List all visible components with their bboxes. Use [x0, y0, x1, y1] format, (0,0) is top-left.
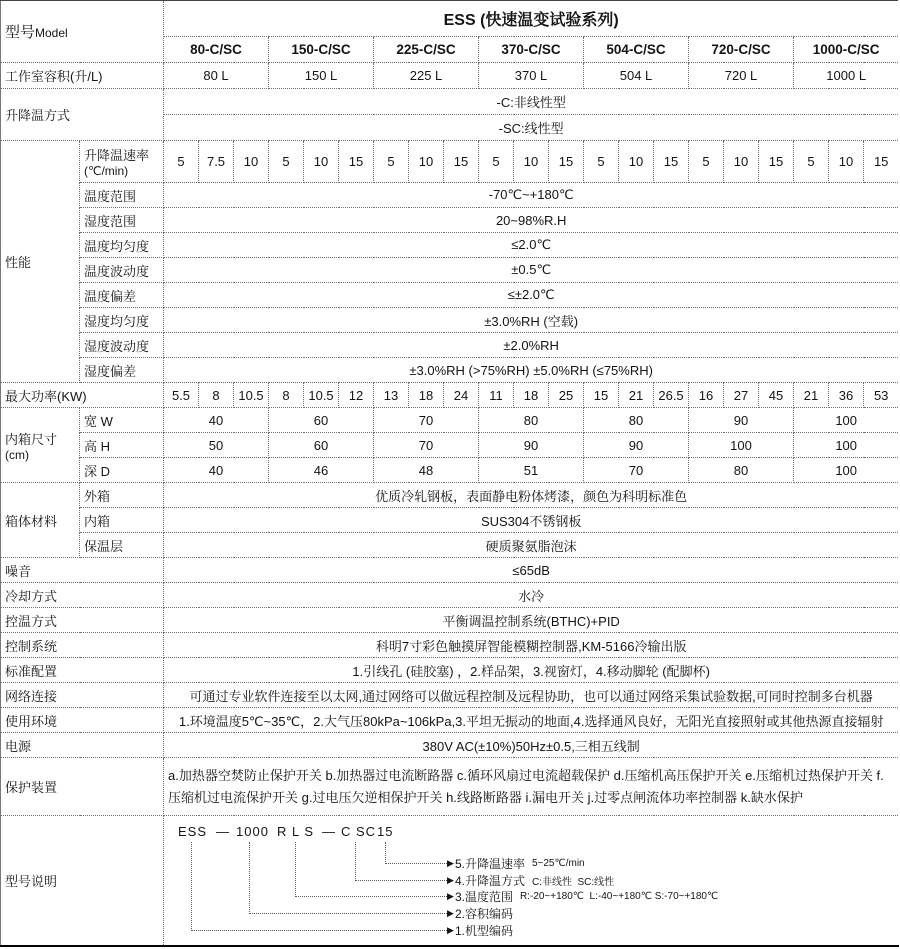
size-value: 46: [269, 458, 374, 483]
code-part: R L S: [277, 824, 315, 839]
power-value: 26.5: [654, 383, 689, 408]
size-value: 40: [164, 458, 269, 483]
perf-row-label: 湿度波动度: [80, 333, 164, 358]
power-value: 11: [479, 383, 514, 408]
legend-item-detail: 5~25℃/min: [531, 857, 585, 869]
volume-value: 720 L: [689, 63, 794, 89]
rate-value: 7.5: [199, 141, 234, 183]
model-legend-label: 型号说明: [1, 816, 164, 946]
legend-item-title: 4.升降温方式: [454, 873, 525, 888]
power-value: 8: [199, 383, 234, 408]
volume-value: 370 L: [479, 63, 584, 89]
rate-value: 10: [724, 141, 759, 183]
table-row: [1, 533, 899, 558]
environment-label: 使用环境: [1, 708, 164, 733]
volume-value: 80 L: [164, 63, 269, 89]
model-name: 150-C/SC: [269, 37, 374, 63]
model-name: 225-C/SC: [374, 37, 479, 63]
volume-value: 225 L: [374, 63, 479, 89]
size-value: 100: [794, 458, 899, 483]
rate-value: 5: [374, 141, 409, 183]
model-name: 504-C/SC: [584, 37, 689, 63]
protection-label: 保护装置: [1, 758, 164, 816]
table-row: [1, 63, 899, 89]
model-name: 1000-C/SC: [794, 37, 899, 63]
size-value: 70: [374, 433, 479, 458]
rate-value: 10: [619, 141, 654, 183]
table-row: [1, 283, 899, 308]
rate-value: 5: [164, 141, 199, 183]
perf-row-label: 湿度偏差: [80, 358, 164, 383]
power-value: 12: [339, 383, 374, 408]
protection-value: a.加热器空焚防止保护开关 b.加热器过电流断路器 c.循环风扇过电流超载保护 d.压缩机高压保护开关 e.压缩机过热保护开关 f.压缩机过电流保护开关 g.过电压欠逆相保护开关 h.线路断路器 i.漏电开关 j.过零点闸流体功率控制器 k.缺水保护: [164, 758, 899, 816]
rate-label-unit: (℃/min): [84, 164, 129, 178]
legend-item: [447, 905, 520, 921]
performance-group-label: 性能: [1, 141, 80, 383]
cooling-label: 冷却方式: [1, 583, 164, 608]
size-value: 60: [269, 433, 374, 458]
power-value: 5.5: [164, 383, 199, 408]
legend-item-detail: C:非线性 SC:线性: [531, 876, 615, 888]
control-system-label: 控制系统: [1, 633, 164, 658]
series-title: ESS (快速温变试验系列): [164, 1, 899, 37]
legend-item: [447, 922, 520, 938]
power-value: 21: [794, 383, 829, 408]
power-value: 8: [269, 383, 304, 408]
power-value: 36: [829, 383, 864, 408]
perf-row-value: ±0.5℃: [164, 258, 899, 283]
power-value: 18: [514, 383, 549, 408]
code-part: 15: [377, 824, 394, 839]
size-value: 48: [374, 458, 479, 483]
code-part: C SC: [341, 824, 377, 839]
rate-value: 5: [794, 141, 829, 183]
size-value: 90: [479, 433, 584, 458]
max-power-label: 最大功率(KW): [1, 383, 164, 408]
legend-item: [447, 855, 585, 871]
ramp-mode-linear: -SC:线性型: [164, 115, 899, 141]
rate-value: 15: [339, 141, 374, 183]
model-name: 370-C/SC: [479, 37, 584, 63]
volume-label: 工作室容积(升/L): [1, 63, 164, 89]
size-row-label: 深 D: [80, 458, 164, 483]
volume-value: 504 L: [584, 63, 689, 89]
size-value: 100: [794, 408, 899, 433]
perf-row-value: 20~98%R.H: [164, 208, 899, 233]
power-value: 53: [864, 383, 899, 408]
power-value: 18: [409, 383, 444, 408]
inner-size-group-label: [1, 408, 80, 483]
rate-value: 5: [269, 141, 304, 183]
noise-value: ≤65dB: [164, 558, 899, 583]
rate-value: 10: [304, 141, 339, 183]
perf-row-label: 温度波动度: [80, 258, 164, 283]
rate-value: 10: [829, 141, 864, 183]
size-value: 80: [689, 458, 794, 483]
rate-value: 15: [864, 141, 899, 183]
power-value: 27: [724, 383, 759, 408]
arrow-right-icon: ▶: [447, 907, 454, 918]
power-value: 13: [374, 383, 409, 408]
perf-row-value: ≤±2.0℃: [164, 283, 899, 308]
code-part: —: [216, 824, 231, 839]
cabinet-row-value: SUS304不锈钢板: [164, 508, 899, 533]
perf-row-label: 温度均匀度: [80, 233, 164, 258]
network-value: 可通过专业软件连接至以太网,通过网络可以做远程控制及远程协助，也可以通过网络采集试验数据,可同时控制多台机器: [164, 683, 899, 708]
legend-item-title: 3.温度范围: [454, 889, 513, 904]
size-value: 100: [689, 433, 794, 458]
legend-connector: [191, 842, 451, 931]
cooling-value: 水冷: [164, 583, 899, 608]
rate-value: 10: [409, 141, 444, 183]
legend-item-detail: R:-20~+180℃ L:-40~+180℃ S:-70~+180℃: [519, 890, 719, 902]
power-value: 10.5: [234, 383, 269, 408]
power-value: 21: [619, 383, 654, 408]
table-row: [1, 583, 899, 608]
model-header-label: [1, 1, 164, 63]
size-value: 51: [479, 458, 584, 483]
power-value: 24: [444, 383, 479, 408]
table-row: [1, 183, 899, 208]
table-row: [1, 758, 899, 816]
table-row: [1, 558, 899, 583]
cabinet-group-label: 箱体材料: [1, 483, 80, 558]
table-row: [1, 141, 899, 183]
table-row: [1, 383, 899, 408]
model-label-en: Model: [35, 26, 68, 40]
legend-item-title: 2.容积编码: [454, 906, 513, 921]
power-supply-value: 380V AC(±10%)50Hz±0.5,三相五线制: [164, 733, 899, 758]
legend-item-title: 1.机型编码: [454, 923, 513, 938]
table-row: [1, 89, 899, 115]
table-row: [1, 408, 899, 433]
size-value: 70: [584, 458, 689, 483]
table-row: [1, 816, 899, 946]
network-label: 网络连接: [1, 683, 164, 708]
size-value: 80: [479, 408, 584, 433]
table-row: [1, 308, 899, 333]
table-row: [1, 733, 899, 758]
power-value: 16: [689, 383, 724, 408]
table-row: [1, 458, 899, 483]
noise-label: 噪音: [1, 558, 164, 583]
inner-size-label-text: 内箱尺寸: [5, 431, 58, 447]
table-row: [1, 508, 899, 533]
cabinet-row-value: 优质冷轧钢板，表面静电粉体烤漆，颜色为科明标准色: [164, 483, 899, 508]
table-row: [1, 708, 899, 733]
inner-size-label-unit: (cm): [5, 447, 29, 462]
power-value: 15: [584, 383, 619, 408]
environment-value: 1.环境温度5℃~35℃，2.大气压80kPa~106kPa,3.平坦无振动的地面,4.选择通风良好，无阳光直接照射或其他热源直接辐射: [164, 708, 899, 733]
size-value: 70: [374, 408, 479, 433]
perf-row-label: 湿度均匀度: [80, 308, 164, 333]
perf-row-value: ±3.0%RH (空载): [164, 308, 899, 333]
size-value: 90: [584, 433, 689, 458]
arrow-right-icon: ▶: [447, 874, 454, 885]
model-name: 720-C/SC: [689, 37, 794, 63]
table-row: [1, 258, 899, 283]
table-row: [1, 633, 899, 658]
perf-row-value: ±2.0%RH: [164, 333, 899, 358]
table-row: [1, 433, 899, 458]
cabinet-row-value: 硬质聚氨脂泡沫: [164, 533, 899, 558]
temp-control-label: 控温方式: [1, 608, 164, 633]
perf-row-value: ±3.0%RH (>75%RH) ±5.0%RH (≤75%RH): [164, 358, 899, 383]
volume-value: 150 L: [269, 63, 374, 89]
model-legend-diagram: [164, 816, 899, 946]
ramp-mode-nonlinear: -C:非线性型: [164, 89, 899, 115]
cabinet-row-label: 保温层: [80, 533, 164, 558]
size-value: 90: [689, 408, 794, 433]
table-row: [1, 483, 899, 508]
rate-value: 5: [689, 141, 724, 183]
rate-value: 5: [479, 141, 514, 183]
rate-value: 10: [514, 141, 549, 183]
size-value: 60: [269, 408, 374, 433]
perf-row-label: 湿度范围: [80, 208, 164, 233]
table-row: [1, 1, 899, 37]
legend-item: [447, 872, 614, 888]
power-value: 45: [759, 383, 794, 408]
perf-row-label: 温度偏差: [80, 283, 164, 308]
rate-value: 15: [759, 141, 794, 183]
table-row: [1, 333, 899, 358]
arrow-right-icon: ▶: [447, 890, 454, 901]
size-value: 50: [164, 433, 269, 458]
code-part: —: [322, 824, 337, 839]
power-supply-label: 电源: [1, 733, 164, 758]
legend-item-title: 5.升降温速率: [454, 856, 525, 871]
arrow-right-icon: ▶: [447, 924, 454, 935]
rate-value: 15: [444, 141, 479, 183]
temp-control-value: 平衡调温控制系统(BTHC)+PID: [164, 608, 899, 633]
perf-row-label: 温度范围: [80, 183, 164, 208]
rate-value: 5: [584, 141, 619, 183]
size-row-label: 高 H: [80, 433, 164, 458]
arrow-right-icon: ▶: [447, 857, 454, 868]
rate-value: 15: [549, 141, 584, 183]
table-row: [1, 608, 899, 633]
size-value: 100: [794, 433, 899, 458]
standard-config-label: 标准配置: [1, 658, 164, 683]
power-value: 10.5: [304, 383, 339, 408]
rate-label: [80, 141, 164, 183]
rate-value: 10: [234, 141, 269, 183]
table-row: [1, 233, 899, 258]
standard-config-value: 1.引线孔 (硅胶塞) ，2.样品架，3.视窗灯，4.移动脚轮 (配脚杯): [164, 658, 899, 683]
volume-value: 1000 L: [794, 63, 899, 89]
control-system-value: 科明7寸彩色触摸屏智能模糊控制器,KM-5166冷输出版: [164, 633, 899, 658]
power-value: 25: [549, 383, 584, 408]
table-row: [1, 208, 899, 233]
cabinet-row-label: 外箱: [80, 483, 164, 508]
legend-item: [447, 888, 718, 904]
model-label-cn: 型号: [5, 24, 36, 41]
size-value: 40: [164, 408, 269, 433]
perf-row-value: -70℃~+180℃: [164, 183, 899, 208]
perf-row-value: ≤2.0℃: [164, 233, 899, 258]
rate-label-text: 升降温速率: [84, 148, 150, 163]
rate-value: 15: [654, 141, 689, 183]
size-row-label: 宽 W: [80, 408, 164, 433]
table-row: [1, 683, 899, 708]
code-part: 1000: [236, 824, 269, 839]
cabinet-row-label: 内箱: [80, 508, 164, 533]
table-row: [1, 358, 899, 383]
code-part: ESS: [178, 824, 208, 839]
ramp-mode-label: 升降温方式: [1, 89, 164, 141]
table-row: [1, 658, 899, 683]
model-name: 80-C/SC: [164, 37, 269, 63]
size-value: 80: [584, 408, 689, 433]
